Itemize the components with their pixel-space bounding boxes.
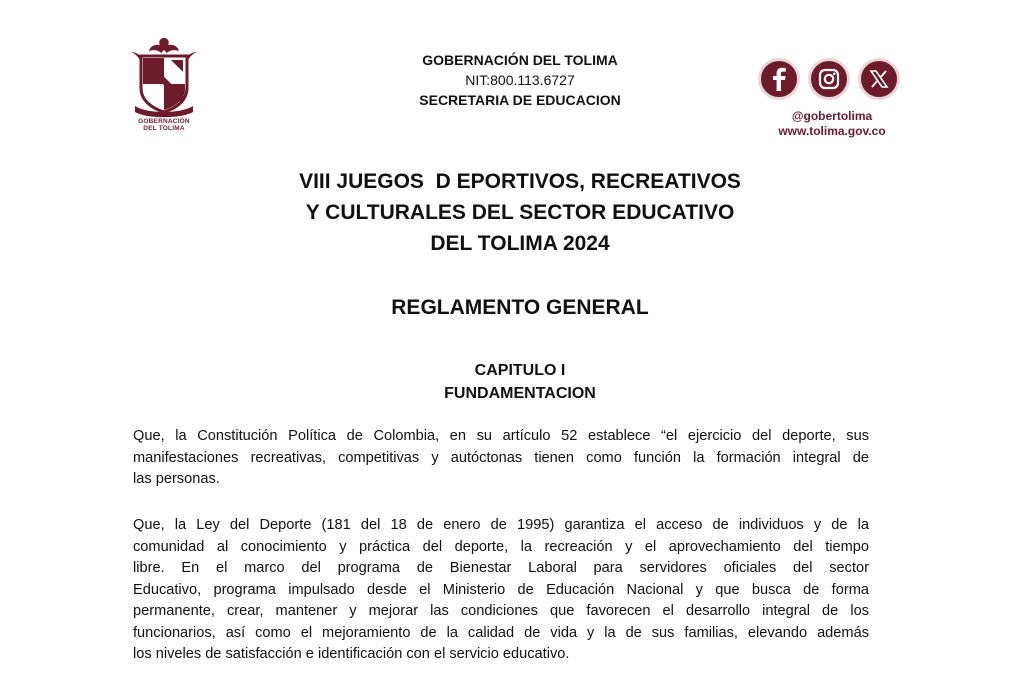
title-line-1: VIII JUEGOS D EPORTIVOS, RECREATIVOS [299,170,741,193]
crest-icon [127,36,201,122]
chapter-name: FUNDAMENTACION [444,385,596,402]
paragraph-line: permanente, crear, mantener y mejorar las condiciones que favorecen el desarrollo integral de los [133,603,869,619]
paragraph-line: los niveles de satisfacción e identificación con el servicio educativo. [133,646,570,662]
org-nit: NIT:800.113.6727 [465,72,575,88]
title-line-3: DEL TOLIMA 2024 [430,232,610,255]
paragraph-2 [133,515,869,666]
paragraph-line: funcionarios, así como el mejoramiento de la calidad de vida y la de sus familias, elevando además [133,624,869,641]
gobernacion-crest-logo [127,36,201,136]
crest-label-line1: GOBERNACIÓN [138,118,190,125]
paragraph-line: las personas. [133,471,220,487]
website-link[interactable]: www.tolima.gov.co [778,124,886,138]
document-title [220,166,820,259]
paragraph-line: Que, la Constitución Política de Colombia, en su artículo 52 establece “el ejercicio del deporte, sus [133,428,869,444]
title-line-2: Y CULTURALES DEL SECTOR EDUCATIVO [305,201,735,224]
paragraph-line: libre. En el marco del programa de Bienestar Laboral para servidores oficiales del sector [133,560,869,576]
paragraph-line: Educativo, programa impulsado desde el Ministerio de Educación Nacional y que busca de forma [133,581,869,598]
header-organization-info [370,50,670,110]
social-links [752,58,912,148]
org-name: GOBERNACIÓN DEL TOLIMA [422,52,618,68]
chapter-heading [320,359,720,405]
social-handle[interactable]: @gobertolima [791,109,873,123]
facebook-icon[interactable] [758,58,800,100]
paragraph-line: manifestaciones recreativas, competitivas y autóctonas tienen como función la formación integral de [133,449,869,466]
paragraph-line: Que, la Ley del Deporte (181 del 18 de enero de 1995) garantiza el acceso de individuos y de la [133,517,869,533]
instagram-icon[interactable] [808,58,850,100]
paragraph-line: comunidad al conocimiento y práctica del deporte, la recreación y el aprovechamiento del tiempo [133,538,869,555]
crest-label [127,118,201,132]
paragraph-1 [133,426,869,491]
document-subtitle: REGLAMENTO GENERAL [391,296,649,319]
chapter-number: CAPITULO I [474,362,566,379]
x-icon[interactable] [858,58,900,100]
org-department: SECRETARIA DE EDUCACION [419,92,621,108]
crest-label-line2: DEL TOLIMA [143,125,185,132]
